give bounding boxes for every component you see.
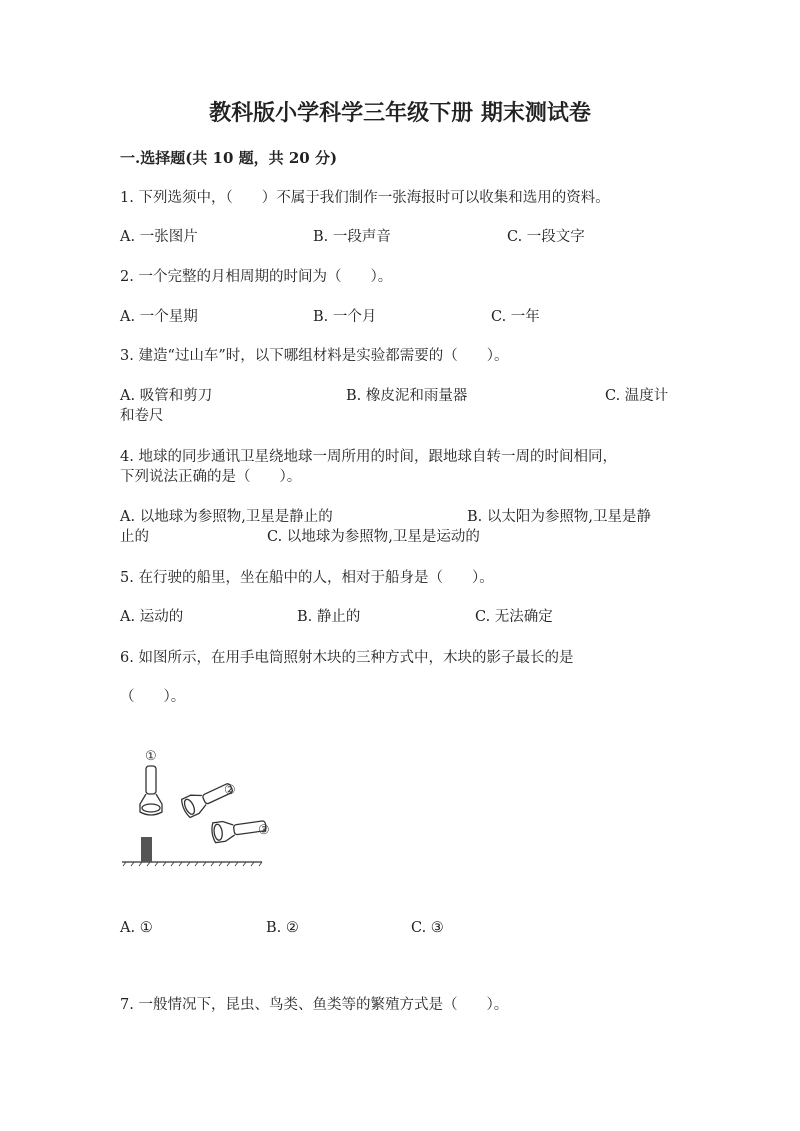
option-c: C. 无法确定 (475, 609, 553, 625)
page-title: 教科版小学科学三年级下册 期末测试卷 (209, 100, 591, 126)
option-a: A. 一张图片 (120, 229, 198, 245)
option-a: A. ① (120, 920, 153, 936)
option-b: B. 一段声音 (313, 229, 391, 245)
option-b: B. 一个月 (313, 309, 377, 325)
label-1: ① (145, 749, 157, 764)
flashlight-figure (112, 742, 282, 872)
question-4-continued: 下列说法正确的是（ ）。 (120, 469, 302, 485)
label-2: ② (224, 783, 236, 798)
label-3: ③ (258, 823, 270, 838)
option-c-continued: 和卷尺 (120, 408, 164, 424)
wood-block (141, 837, 152, 862)
question-2: 2. 一个完整的月相周期的时间为（ ）。 (120, 269, 393, 285)
question-6-continued: （ ）。 (120, 689, 186, 705)
question-4: 4. 地球的同步通讯卫星绕地球一周所用的时间，跟地球自转一周的时间相同， (120, 449, 617, 465)
option-c: C. 温度计 (605, 388, 669, 404)
option-b: B. ② (266, 920, 299, 936)
section-heading: 一.选择题(共 10 题，共 20 分) (120, 149, 338, 167)
option-c: C. 以地球为参照物,卫星是运动的 (267, 529, 480, 545)
option-c: C. 一段文字 (507, 229, 585, 245)
option-a: A. 一个星期 (120, 309, 198, 325)
option-c: C. 一年 (491, 309, 540, 325)
option-c: C. ③ (411, 920, 444, 936)
question-6: 6. 如图所示，在用手电筒照射木块的三种方式中，木块的影子最长的是 (120, 650, 574, 666)
option-b: B. 静止的 (297, 609, 361, 625)
question-1: 1. 下列选须中，（ ）不属于我们制作一张海报时可以收集和选用的资料。 (120, 190, 610, 206)
question-7: 7. 一般情况下，昆虫、鸟类、鱼类等的繁殖方式是（ ）。 (120, 997, 509, 1013)
option-a: A. 运动的 (120, 609, 184, 625)
option-b: B. 橡皮泥和雨量器 (346, 388, 468, 404)
option-a: A. 以地球为参照物,卫星是静止的 (120, 509, 333, 525)
question-3: 3. 建造“过山车”时，以下哪组材料是实验都需要的（ ）。 (120, 348, 509, 364)
option-b-continued: 止的 (120, 529, 149, 545)
question-5: 5. 在行驶的船里，坐在船中的人，相对于船身是（ ）。 (120, 570, 494, 586)
option-b: B. 以太阳为参照物,卫星是静 (467, 509, 651, 525)
option-a: A. 吸管和剪刀 (120, 388, 213, 404)
